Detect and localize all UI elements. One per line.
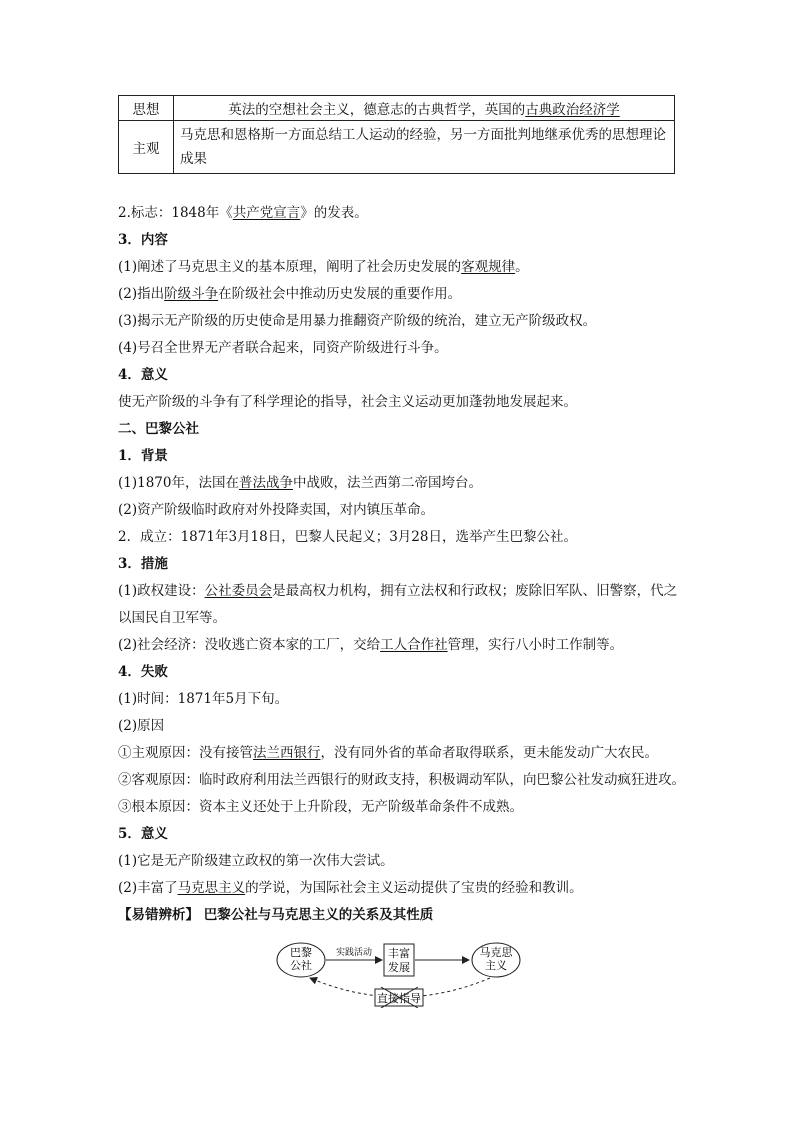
conditions-table — [118, 95, 675, 174]
node-marx-label-2: 主义 — [485, 959, 507, 972]
key-term: 阶级斗争 — [164, 286, 219, 302]
key-term: 古典政治经济学 — [525, 102, 620, 118]
list-item: (1)政权建设：公社委员会是最高权力机构，拥有立法权和行政权；废除旧军队、旧警察，代之以国民自卫军等。 — [118, 583, 678, 626]
crossed-label: 直接指导 — [377, 992, 421, 1005]
table-row — [119, 96, 675, 121]
list-item: (2)指出阶级斗争在阶级社会中推动历史发展的重要作用。 — [118, 286, 462, 302]
node-paris-label-2: 公社 — [290, 959, 312, 972]
key-term: 工人合作社 — [380, 637, 448, 653]
list-item: ③根本原因：资本主义还处于上升阶段，无产阶级革命条件不成熟。 — [118, 799, 523, 815]
list-item: (2)丰富了马克思主义的学说，为国际社会主义运动提供了宝贵的经验和教训。 — [118, 880, 583, 896]
section-heading: 4．意义 — [118, 367, 168, 383]
node-develop-label-2: 发展 — [388, 961, 410, 974]
row-content: 马克思和恩格斯一方面总结工人运动的经验，另一方面批判地继承优秀的思想理论成果 — [174, 121, 675, 174]
marx-flag: 2.标志：1848年《共产党宣言》的发表。 — [118, 205, 368, 221]
node-paris-label-1: 巴黎 — [290, 946, 312, 959]
list-item: ①主观原因：没有接管法兰西银行，没有同外省的革命者取得联系，更未能发动广大农民。 — [118, 745, 658, 761]
list-item: (2)原因 — [118, 718, 165, 734]
edge-practice-label: 实践活动 — [335, 948, 373, 958]
list-item: (1)它是无产阶级建立政权的第一次伟大尝试。 — [118, 853, 394, 869]
section-heading: 4．失败 — [118, 664, 168, 680]
row-label: 思想 — [119, 96, 174, 121]
section-heading: 3．措施 — [118, 556, 168, 572]
document-body — [118, 200, 685, 929]
paragraph: 2．成立：1871年3月18日，巴黎人民起义；3月28日，选举产生巴黎公社。 — [118, 529, 577, 545]
chapter-heading: 二、巴黎公社 — [118, 421, 199, 437]
paragraph: 使无产阶级的斗争有了科学理论的指导，社会主义运动更加蓬勃地发展起来。 — [118, 394, 577, 410]
key-term: 公社委员会 — [204, 583, 273, 599]
section-heading: 5．意义 — [118, 826, 168, 842]
key-term: 普法战争 — [238, 475, 293, 491]
list-item: (1)1870年，法国在普法战争中战败，法兰西第二帝国垮台。 — [118, 475, 482, 491]
row-label: 主观 — [119, 121, 174, 174]
list-item: (1)时间：1871年5月下旬。 — [118, 691, 289, 707]
analysis-title: 【易错辨析】 巴黎公社与马克思主义的关系及其性质 — [118, 907, 434, 923]
section-heading: 3．内容 — [118, 232, 168, 248]
list-item: (2)社会经济：没收逃亡资本家的工厂，交给工人合作社管理，实行八小时工作制等。 — [118, 637, 624, 653]
list-item: (3)揭示无产阶级的历史使命是用暴力推翻资产阶级的统治，建立无产阶级政权。 — [118, 313, 597, 329]
key-term: 法兰西银行 — [253, 745, 321, 761]
key-term: 客观规律 — [461, 259, 516, 275]
list-item: (4)号召全世界无产者联合起来，同资产阶级进行斗争。 — [118, 340, 448, 356]
node-marx-label-1: 马克思 — [479, 946, 513, 959]
list-item: ②客观原因：临时政府利用法兰西银行的财政支持，积极调动军队，向巴黎公社发动疯狂进攻。 — [118, 772, 685, 788]
relation-diagram — [270, 938, 530, 1008]
node-develop-label-1: 丰富 — [388, 947, 410, 960]
key-term: 马克思主义 — [177, 880, 246, 896]
list-item: (2)资产阶级临时政府对外投降卖国，对内镇压革命。 — [118, 502, 435, 518]
key-term: 共产党宣言 — [232, 205, 301, 221]
list-item: (1)阐述了马克思主义的基本原理，阐明了社会历史发展的客观规律。 — [118, 259, 529, 275]
section-heading: 1．背景 — [118, 448, 168, 464]
table-row — [119, 121, 675, 174]
row-content: 英法的空想社会主义，德意志的古典哲学，英国的古典政治经济学 — [174, 96, 675, 121]
